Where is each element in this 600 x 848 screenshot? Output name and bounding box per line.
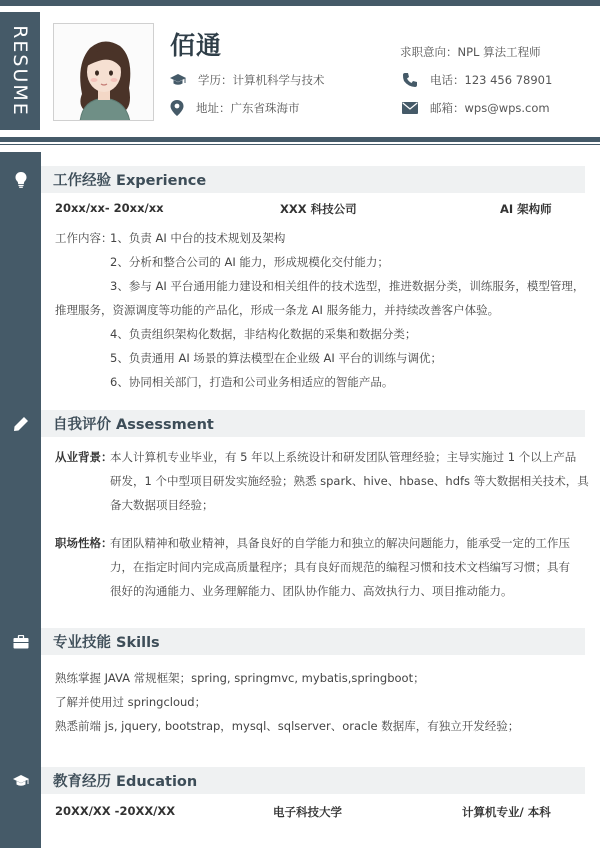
experience-content-label: 工作内容：: [55, 231, 113, 245]
personality-label: 职场性格：: [55, 536, 113, 550]
top-accent-bar: [0, 0, 600, 6]
education-info: [170, 72, 325, 88]
phone-icon: [402, 72, 418, 88]
experience-content-list: [55, 226, 585, 394]
assessment-section-header: [0, 410, 585, 437]
education-section-header: [0, 767, 585, 794]
phone-text: 电话：123 456 78901: [430, 73, 553, 87]
list-item: 5、负责通用 AI 场景的算法模型在企业级 AI 平台的训练与调优；: [110, 351, 442, 365]
background-label: 从业背景：: [55, 450, 113, 464]
experience-position: AI 架构师: [500, 202, 552, 216]
lightbulb-icon: [15, 172, 27, 188]
list-item: 了解并使用过 springcloud；: [55, 695, 207, 709]
text-line: 很好的沟通能力、业务理解能力、团队协作能力、高效执行力、项目推动能力。: [110, 584, 513, 598]
skills-title: 专业技能 Skills: [41, 628, 585, 655]
assessment-title: 自我评价 Assessment: [41, 410, 585, 437]
text-line: 本人计算机专业毕业，有 5 年以上系统设计和研发团队管理经验；主导实施过 1 个以上产品: [110, 450, 577, 464]
background-text: [110, 445, 589, 517]
experience-company: XXX 科技公司: [280, 202, 357, 216]
left-side-bar: [0, 152, 41, 848]
resume-label: RESUME: [9, 25, 31, 117]
personality-text: [110, 531, 570, 603]
profile-photo: [53, 23, 154, 121]
education-school: 电子科技大学: [273, 805, 342, 819]
header-divider-thin: [0, 144, 600, 145]
mail-icon: [402, 102, 418, 114]
list-item: 熟悉前端 js, jquery, bootstrap，mysql、sqlserver、oracle 数据库，有独立开发经验；: [55, 719, 520, 733]
list-item: 1、负责 AI 中台的技术规划及架构: [110, 231, 286, 245]
education-major: 计算机专业/ 本科: [462, 805, 551, 819]
skills-section-header: [0, 628, 585, 655]
header-divider-thick: [0, 137, 600, 142]
list-item: 3、参与 AI 平台通用能力建设和相关组件的技术选型，推进数据分类，训练服务，模型管理，: [110, 279, 585, 293]
resume-vertical-tab: [0, 12, 40, 130]
graduation-cap-icon: [13, 774, 29, 788]
phone-info: [402, 72, 552, 88]
experience-section-header: [0, 166, 585, 193]
list-item: 4、负责组织架构化数据，非结构化数据的采集和数据分类；: [110, 327, 417, 341]
education-text: 学历：计算机科学与技术: [198, 73, 325, 87]
experience-period: 20xx/xx- 20xx/xx: [55, 201, 164, 215]
text-line: 备大数据项目经验；: [110, 498, 214, 512]
list-item: 熟练掌握 JAVA 常规框架；spring, springmvc, mybatis,springboot；: [55, 671, 425, 685]
list-item: 推理服务，资源调度等功能的产品化，形成一条龙 AI 服务能力，并持续改善客户体验。: [55, 303, 500, 317]
experience-title: 工作经验 Experience: [41, 166, 585, 193]
text-line: 有团队精神和敬业精神，具备良好的自学能力和独立的解决问题能力，能承受一定的工作压: [110, 536, 570, 550]
candidate-name: 佰通: [170, 31, 223, 60]
location-pin-icon: [170, 100, 184, 116]
job-intent-info: [400, 44, 541, 60]
email-info: [402, 100, 550, 116]
list-item: 6、协同相关部门，打造和公司业务相适应的智能产品。: [110, 375, 394, 389]
pencil-icon: [13, 416, 29, 432]
text-line: 力，在指定时间内完成高质量程序；具有良好而规范的编程习惯和技术文档编写习惯；具有: [110, 560, 570, 574]
text-line: 研发，1 个中型项目研发实施经验；熟悉 spark、hive、hbase、hdfs 等大数据相关技术，具: [110, 474, 589, 488]
address-text: 地址：广东省珠海市: [196, 101, 300, 115]
address-info: [170, 100, 300, 116]
list-item: 2、分析和整合公司的 AI 能力，形成规模化交付能力；: [110, 255, 389, 269]
email-text: 邮箱：wps@wps.com: [430, 101, 550, 115]
skills-list: [55, 666, 555, 738]
education-period: 20XX/XX -20XX/XX: [55, 804, 176, 818]
job-intent-text: 求职意向：NPL 算法工程师: [400, 45, 541, 59]
briefcase-icon: [13, 635, 29, 649]
graduation-cap-icon: [170, 73, 186, 87]
education-title: 教育经历 Education: [41, 767, 585, 794]
